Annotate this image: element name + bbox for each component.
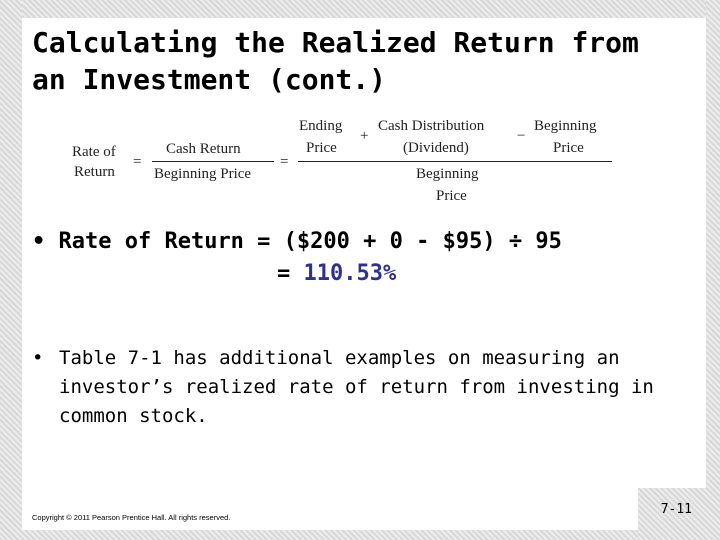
title-line-1: Calculating the Realized Return from [32, 26, 639, 59]
border-top [0, 0, 720, 18]
bullet-marker: • [32, 229, 46, 254]
return-formula [70, 116, 630, 208]
result-value: 110.53% [303, 261, 397, 286]
formula-equals-2: = [280, 154, 289, 170]
formula-plus: + [360, 128, 369, 144]
slide-title [32, 24, 702, 98]
formula-term3-bottom: Price [553, 140, 584, 156]
formula-lhs-top: Rate of [72, 144, 116, 160]
formula-den-top: Beginning [416, 166, 479, 182]
formula-term1-top: Ending [299, 118, 343, 134]
slide-number: 7-11 [660, 502, 692, 517]
border-right [706, 0, 720, 540]
formula-equals-1: = [133, 154, 142, 170]
formula-term1-bottom: Price [306, 140, 337, 156]
bullet-marker: • [32, 347, 44, 369]
result-equals: = [277, 261, 304, 286]
copyright-notice: Copyright © 2011 Pearson Prentice Hall. All rights reserved. [32, 513, 231, 522]
formula-frac1-bar [152, 161, 274, 162]
formula-term3-top: Beginning [534, 118, 597, 134]
formula-frac1-numerator: Cash Return [166, 141, 241, 157]
formula-den-bottom: Price [436, 188, 467, 204]
formula-frac1-denominator: Beginning Price [154, 166, 252, 182]
border-left [0, 0, 22, 540]
formula-minus: − [517, 128, 526, 144]
rate-of-return-calculation: Rate of Return = ($200 + 0 - $95) ÷ 95 [58, 229, 562, 254]
title-line-2: an Investment (cont.) [32, 63, 387, 96]
formula-term2-top: Cash Distribution [378, 118, 485, 134]
formula-term2-bottom: (Dividend) [403, 140, 469, 156]
formula-main-bar [298, 161, 612, 162]
formula-lhs-bottom: Return [74, 164, 115, 180]
table-reference-text: Table 7-1 has additional examples on measuring an investor’s realized rate of return from investing in common stock. [59, 347, 654, 427]
border-bottom [0, 530, 720, 540]
